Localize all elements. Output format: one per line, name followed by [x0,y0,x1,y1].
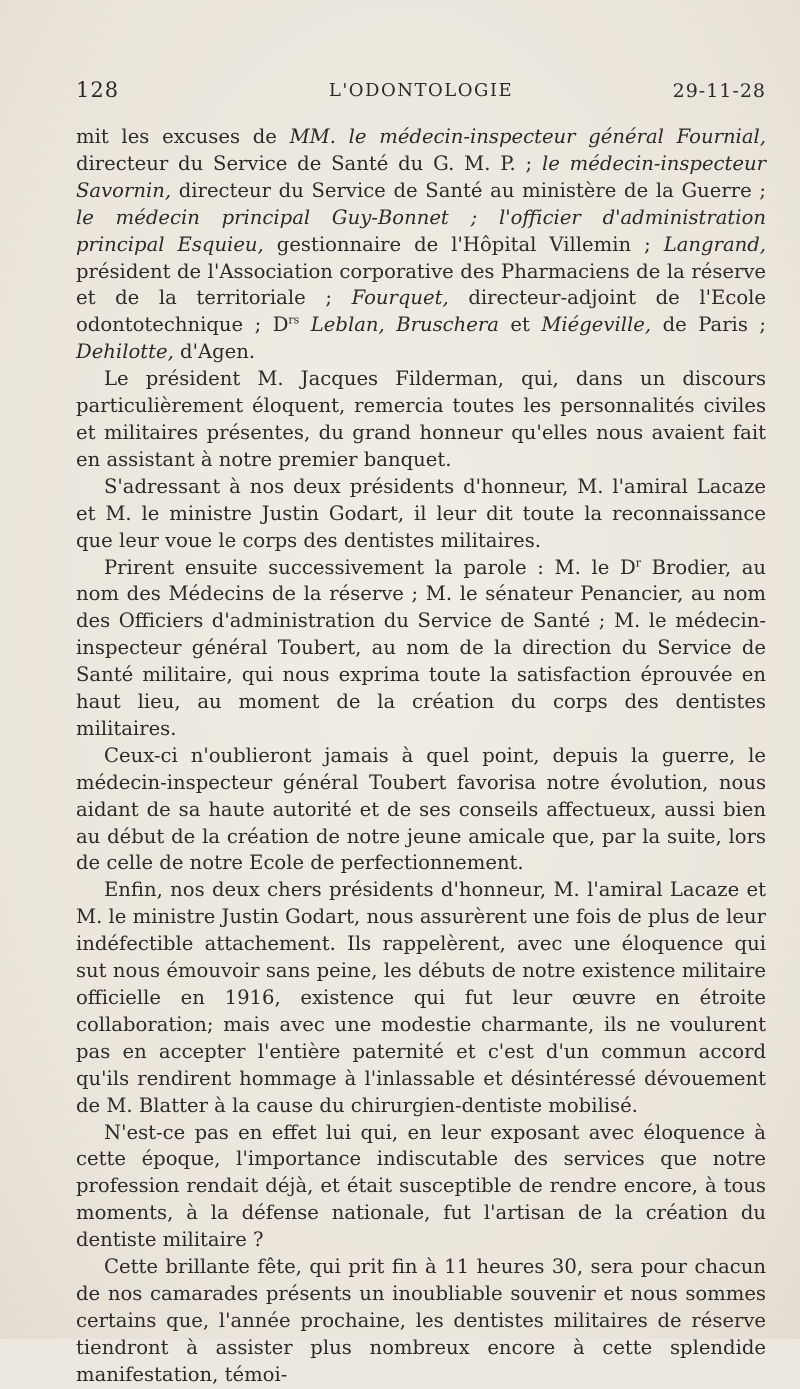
italic-run: Leblan, Bruschera [310,313,499,337]
italic-run: Miégeville, [541,313,652,337]
text-run: d'Agen. [173,340,256,364]
text-run: directeur-adjoint de l'Ecole odontotechnique ; D [76,286,766,337]
italic-run: le médecin principal Guy-Bonnet ; l'officier d'administration principal Esquieu, [76,205,766,256]
text-run: Brodier, au nom des Médecins de la réserve ; M. le sénateur Penancier, au nom des Officiers d'administration du Service de Santé ; M. le médecin-inspecteur général Toubert, au nom de la direction du Service de Santé militaire, qui nous exprima toute la satisfaction éprouvée en haut lieu, au moment de la création du corps des dentistes militaires. [76,555,766,740]
italic-run: Langrand, [663,232,767,256]
journal-title: L'ODONTOLOGIE [328,80,514,101]
text-run: Prirent ensuite successivement la parole : M. le D [104,555,636,579]
paragraph-6: Enfin, nos deux chers présidents d'honneur, M. l'amiral Lacaze et M. le ministre Justin Godart, nous assurèrent une fois de plus de leur indéfectible attachement. Ils rappelèrent, avec une éloquence qui sut nous émouvoir sans peine, les débuts de notre existence militaire officielle en 1916, existence qui fut leur œuvre en étroite collaboration; mais avec une modestie charmante, ils ne voulurent pas en accepter l'entière paternité et c'est d'un commun accord qu'ils rendirent hommage à l'inlassable et désintéressé dévouement de M. Blatter à la cause du chirurgien-dentiste mobilisé. [76,878,766,1117]
italic-run: Dehilotte, [76,340,174,364]
issue-date: 29-11-28 [672,80,766,102]
italic-run: le médecin-inspecteur Savornin, [76,151,766,202]
running-header [76,78,766,108]
paragraph-5: Ceux-ci n'oublieront jamais à quel point, depuis la guerre, le médecin-inspecteur général Toubert favorisa notre évolution, nous aidant de sa haute autorité et de ses conseils affectueux, aussi bien au début de la création de notre jeune amicale que, par la suite, lors de celle de notre Ecole de perfectionnement. [76,743,766,875]
article-body [76,124,766,1389]
text-run: directeur du Service de Santé du G. M. P. ; [76,151,542,175]
paragraph-3: S'adressant à nos deux présidents d'honneur, M. l'amiral Lacaze et M. le ministre Justin Godart, il leur dit toute la reconnaissance que leur voue le corps des dentistes militaires. [76,474,766,552]
text-run: gestionnaire de l'Hôpital Villemin ; [263,232,664,256]
text-run: mit les excuses de [76,125,290,148]
paragraph-2: Le président M. Jacques Filderman, qui, dans un discours particulièrement éloquent, remercia toutes les personnalités civiles et militaires présentes, du grand honneur qu'elles nous avaient fait en assistant à notre premier banquet. [76,367,766,471]
superscript: rs [288,313,300,327]
paragraph-1 [76,124,766,366]
text-run: président de l'Association corporative des Pharmaciens de la réserve et de la territoriale ; [76,259,766,310]
paragraph-4 [76,555,766,743]
superscript: r [635,555,641,569]
paragraph-7: N'est-ce pas en effet lui qui, en leur exposant avec éloquence à cette époque, l'importance indiscutable des services que notre profession rendait déjà, et était susceptible de rendre encore, à tous moments, à la défense nationale, fut l'artisan de la création du dentiste militaire ? [76,1120,766,1252]
paragraph-8: Cette brillante fête, qui prit fin à 11 heures 30, sera pour chacun de nos camarades présents un inoubliable souvenir et nous sommes certains que, l'année prochaine, les dentistes militaires de réserve tiendront à assister plus nombreux encore à cette splendide manifestation, témoi- [76,1255,766,1386]
italic-run: MM. le médecin-inspecteur général Fournial, [289,125,767,148]
italic-run: Fourquet, [351,286,449,310]
text-run: de Paris ; [651,313,766,337]
page-number: 128 [76,78,120,102]
text-run [299,313,310,336]
text-run: directeur du Service de Santé au ministère de la Guerre ; [171,178,766,202]
text-run: et [498,313,542,337]
